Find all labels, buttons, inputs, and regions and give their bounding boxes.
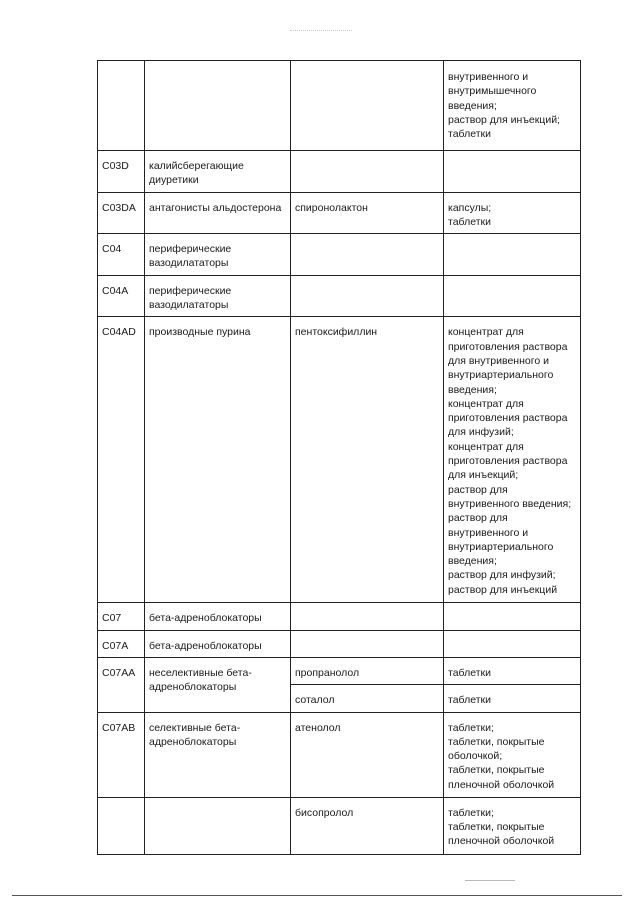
- drug-name-cell: [291, 234, 444, 276]
- drug-name-cell: [291, 630, 444, 657]
- drug-name-cell: бисопролол: [291, 797, 444, 854]
- dosage-form-cell: таблетки: [444, 685, 581, 712]
- dosage-form-cell: таблетки: [444, 657, 581, 684]
- atc-code-cell: C07: [98, 603, 145, 630]
- drug-name-cell: атенолол: [291, 712, 444, 797]
- group-name-cell: селективные бета- адреноблокаторы: [145, 712, 291, 797]
- atc-code-cell: C07AA: [98, 657, 145, 712]
- table-row: [98, 192, 581, 234]
- dosage-form-cell: [444, 630, 581, 657]
- table-row: [98, 797, 581, 854]
- dosage-form-cell: концентрат для приготовления раствора для внутривенного и внутриартериального введения; концентрат для приготовления раствора для инфузий; концентрат для приготовления раствора для инъекций; раствор для внутривенного введения; раствор для внутривенного и внутриартериального введения; раствор для инфузий; раствор для инъекций: [444, 317, 581, 603]
- table-row: [98, 275, 581, 317]
- group-name-cell: периферические вазодилататоры: [145, 275, 291, 317]
- atc-code-cell: C03D: [98, 151, 145, 193]
- dosage-form-cell: [444, 275, 581, 317]
- drug-name-cell: [291, 61, 444, 151]
- group-name-cell: периферические вазодилататоры: [145, 234, 291, 276]
- dosage-form-cell: таблетки; таблетки, покрытые пленочной оболочкой: [444, 797, 581, 854]
- table-row: [98, 234, 581, 276]
- group-name-cell: [145, 61, 291, 151]
- dosage-form-cell: [444, 234, 581, 276]
- drug-name-cell: спиронолактон: [291, 192, 444, 234]
- scan-artifact: [465, 880, 515, 881]
- drug-name-cell: пропранолол: [291, 657, 444, 684]
- dosage-form-cell: капсулы; таблетки: [444, 192, 581, 234]
- atc-code-cell: C07A: [98, 630, 145, 657]
- atc-code-cell: C04A: [98, 275, 145, 317]
- drug-name-cell: соталол: [291, 685, 444, 712]
- dosage-form-cell: внутривенного и внутримышечного введения; раствор для инъекций; таблетки: [444, 61, 581, 151]
- table-row: [98, 657, 581, 684]
- scan-artifact: [290, 30, 352, 41]
- atc-code-cell: C04: [98, 234, 145, 276]
- drug-name-cell: [291, 151, 444, 193]
- table-row: [98, 603, 581, 630]
- table-row: [98, 151, 581, 193]
- table-row: [98, 317, 581, 603]
- drug-name-cell: пентоксифиллин: [291, 317, 444, 603]
- drug-table: [97, 60, 581, 855]
- dosage-form-cell: [444, 151, 581, 193]
- group-name-cell: калийсберегающие диуретики: [145, 151, 291, 193]
- table-row: [98, 712, 581, 797]
- atc-code-cell: [98, 797, 145, 854]
- drug-name-cell: [291, 603, 444, 630]
- table-row: [98, 630, 581, 657]
- group-name-cell: бета-адреноблокаторы: [145, 603, 291, 630]
- table-row: [98, 61, 581, 151]
- atc-code-cell: C04AD: [98, 317, 145, 603]
- group-name-cell: производные пурина: [145, 317, 291, 603]
- drug-name-cell: [291, 275, 444, 317]
- page-bottom-rule: [12, 895, 622, 896]
- group-name-cell: антагонисты альдостерона: [145, 192, 291, 234]
- dosage-form-cell: [444, 603, 581, 630]
- group-name-cell: бета-адреноблокаторы: [145, 630, 291, 657]
- atc-code-cell: [98, 61, 145, 151]
- group-name-cell: [145, 797, 291, 854]
- atc-code-cell: C03DA: [98, 192, 145, 234]
- atc-code-cell: C07AB: [98, 712, 145, 797]
- dosage-form-cell: таблетки; таблетки, покрытые оболочкой; таблетки, покрытые пленочной оболочкой: [444, 712, 581, 797]
- group-name-cell: неселективные бета- адреноблокаторы: [145, 657, 291, 712]
